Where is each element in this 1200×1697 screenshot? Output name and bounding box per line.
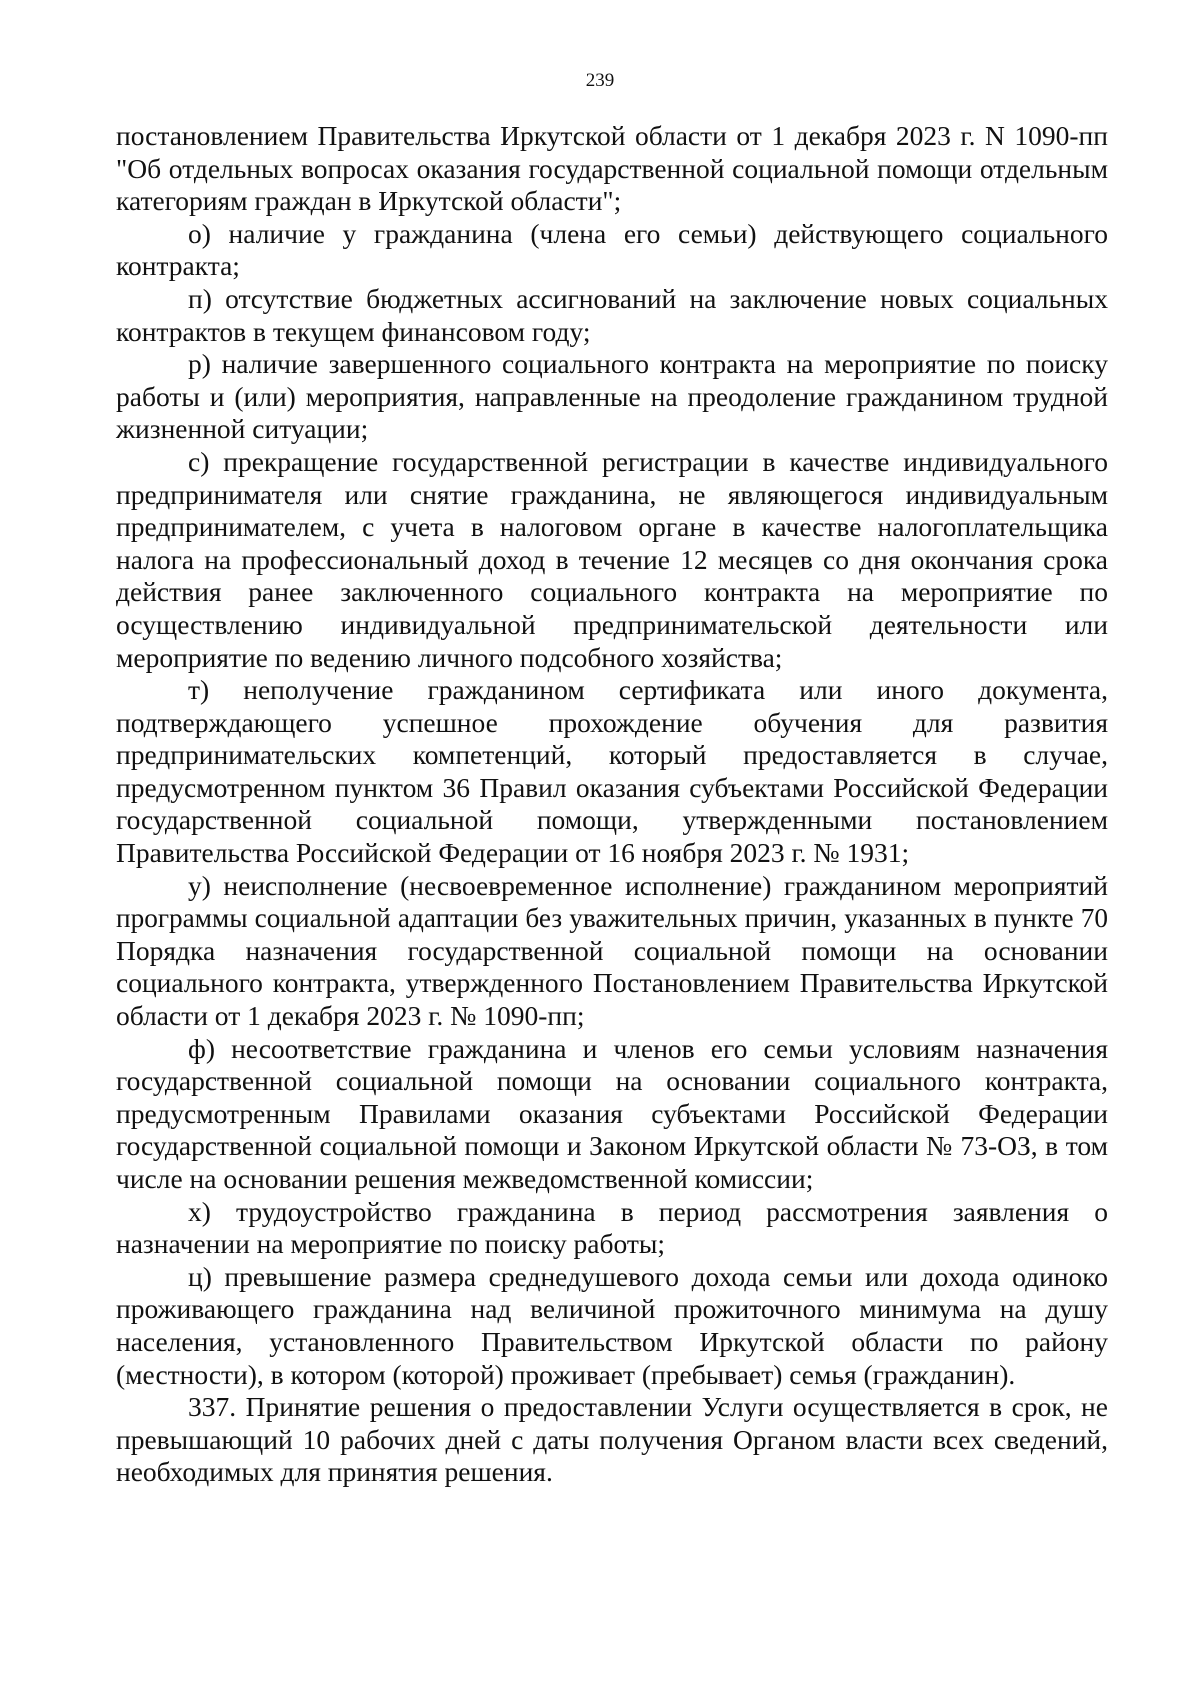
text-line: предпринимателя или снятие гражданина, не являющегося индивидуальным <box>116 478 1108 510</box>
text-line: р) наличие завершенного социального контракта на мероприятие по поиску <box>188 348 1108 380</box>
text-line: государственной социальной помощи и Законом Иркутской области № 73-ОЗ, в том <box>116 1130 1108 1162</box>
text-line: ф) несоответствие гражданина и членов его семьи условиям назначения <box>188 1032 1108 1064</box>
text-line: назначении на мероприятие по поиску работы; <box>116 1228 666 1260</box>
text-line: программы социальной адаптации без уважительных причин, указанных в пункте 70 <box>116 903 1108 934</box>
text-line: действия ранее заключенного социального контракта на мероприятие по <box>116 576 1108 608</box>
text-line: социального контракта, утвержденного Постановлением Правительства Иркутской <box>116 967 1108 999</box>
text-line: области от 1 декабря 2023 г. № 1090-пп; <box>116 1000 585 1032</box>
text-line: предусмотренным Правилами оказания субъектами Российской Федерации <box>116 1097 1108 1129</box>
text-line: предпринимателем, с учета в налоговом органе в качестве налогоплательщика <box>116 511 1108 543</box>
text-line: о) наличие у гражданина (члена его семьи) действующего социального <box>188 217 1108 249</box>
text-line: мероприятие по ведению личного подсобного хозяйства; <box>116 641 783 673</box>
text-line: проживающего гражданина над величиной прожиточного минимума на душу <box>116 1293 1108 1325</box>
text-line: категориям граждан в Иркутской области"; <box>116 185 622 217</box>
text-line: 337. Принятие решения о предоставлении Услуги осуществляется в срок, не <box>188 1391 1108 1423</box>
text-line: числе на основании решения межведомственной комиссии; <box>116 1163 814 1194</box>
page-number: 239 <box>585 70 615 91</box>
text-line: "Об отдельных вопросах оказания государственной социальной помощи отдельным <box>116 152 1108 184</box>
text-line: государственной социальной помощи, утвержденными постановлением <box>116 804 1108 836</box>
text-line: населения, установленного Правительством Иркутской области по району <box>116 1325 1108 1357</box>
text-line: п) отсутствие бюджетных ассигнований на заключение новых социальных <box>188 282 1108 314</box>
text-line: контрактов в текущем финансовом году; <box>116 315 591 347</box>
text-line: государственной социальной помощи на основании социального контракта, <box>116 1065 1108 1097</box>
text-line: Правительства Российской Федерации от 16 ноября 2023 г. № 1931; <box>116 837 910 869</box>
text-line: превышающий 10 рабочих дней с даты получения Органом власти всех сведений, <box>116 1423 1108 1455</box>
text-line: постановлением Правительства Иркутской области от 1 декабря 2023 г. N 1090-пп <box>116 120 1108 151</box>
text-line: предусмотренном пунктом 36 Правил оказания субъектами Российской Федерации <box>116 771 1108 803</box>
text-line: Порядка назначения государственной социальной помощи на основании <box>116 934 1108 966</box>
text-line: необходимых для принятия решения. <box>116 1456 553 1488</box>
text-line: предпринимательских компетенций, который предоставляется в случае, <box>116 739 1108 771</box>
text-line: жизненной ситуации; <box>116 413 369 445</box>
text-line: работы и (или) мероприятия, направленные на преодоление гражданином трудной <box>116 380 1108 412</box>
text-line: у) неисполнение (несвоевременное исполнение) гражданином мероприятий <box>188 869 1108 901</box>
text-line: контракта; <box>116 250 240 282</box>
text-line: т) неполучение гражданином сертификата или иного документа, <box>188 674 1108 706</box>
text-line: подтверждающего успешное прохождение обучения для развития <box>116 706 1108 738</box>
text-line: ц) превышение размера среднедушевого дохода семьи или дохода одиноко <box>188 1260 1108 1292</box>
text-line: с) прекращение государственной регистрации в качестве индивидуального <box>188 445 1108 477</box>
document-body <box>116 120 1108 1489</box>
text-line: налога на профессиональный доход в течение 12 месяцев со дня окончания срока <box>116 543 1108 575</box>
text-line: х) трудоустройство гражданина в период рассмотрения заявления о <box>188 1195 1108 1227</box>
text-line: осуществлению индивидуальной предпринимательской деятельности или <box>116 608 1108 640</box>
text-line: (местности), в котором (которой) проживает (пребывает) семья (гражданин). <box>116 1358 1016 1390</box>
